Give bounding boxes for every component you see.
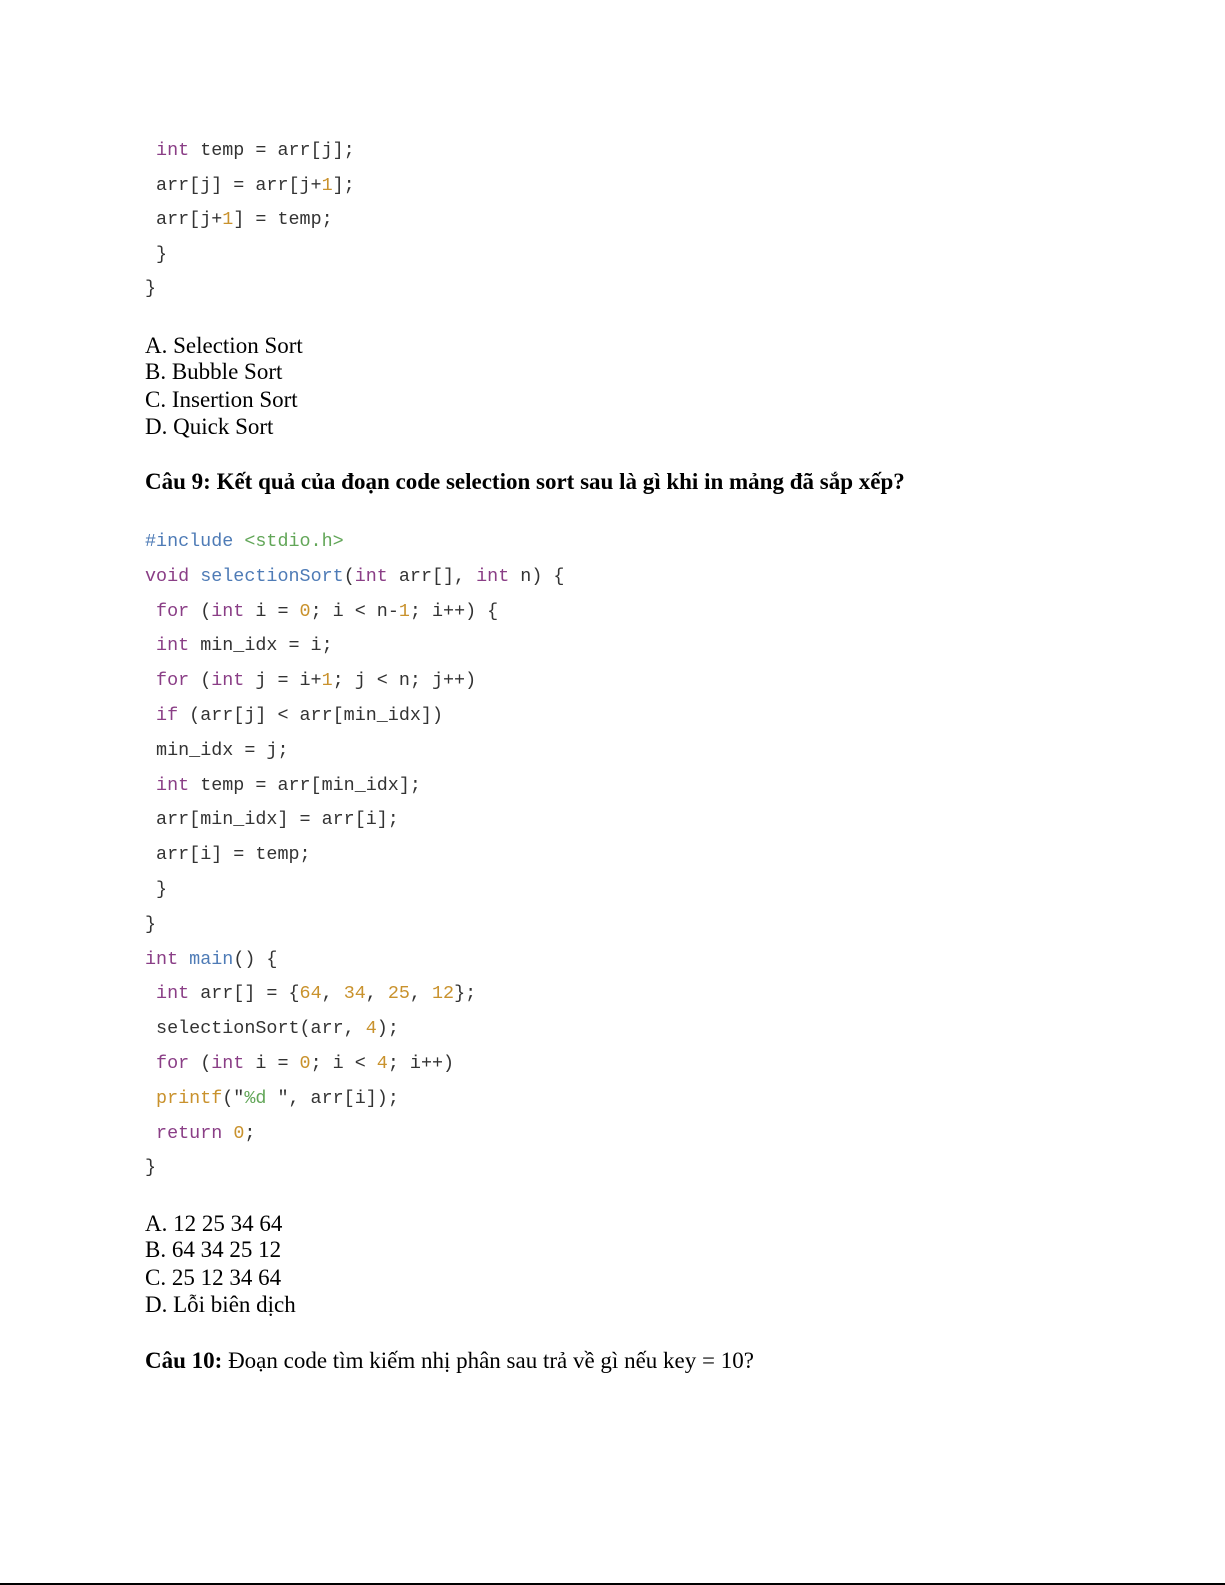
- selection-sort-line: [145, 1052, 454, 1076]
- question-10: [145, 1347, 754, 1375]
- selection-sort-line: [145, 774, 421, 798]
- q9-option-c: C. 25 12 34 64: [145, 1265, 282, 1290]
- code-token: arr[i] = temp;: [156, 844, 311, 865]
- code-token: 34: [343, 983, 366, 1004]
- code-indent: [145, 879, 156, 900]
- bubble-sort-line: [145, 208, 333, 232]
- code-token: [233, 531, 244, 552]
- selection-sort-line: [145, 565, 564, 589]
- code-token: (: [343, 566, 355, 587]
- selection-sort-line: [145, 634, 333, 658]
- q9-option-d: D. Lỗi biên dịch: [145, 1292, 296, 1317]
- code-token: int: [211, 1053, 245, 1074]
- code-indent: [145, 983, 156, 1004]
- code-token: [189, 566, 200, 587]
- selection-sort-line: [145, 948, 277, 972]
- code-token: for: [156, 670, 190, 691]
- question-9-text: Kết quả của đoạn code selection sort sau là gì khi in mảng đã sắp xếp?: [210, 469, 905, 494]
- code-token: 64: [299, 983, 322, 1004]
- code-token: selectionSort: [200, 566, 344, 587]
- code-token: ; i < n-: [310, 601, 399, 622]
- code-token: 12: [432, 983, 455, 1004]
- code-token: arr[j+: [156, 209, 223, 230]
- code-token: ;: [244, 1123, 256, 1144]
- code-indent: [145, 1018, 156, 1039]
- selection-sort-line: [145, 1087, 399, 1111]
- question-9-label: Câu 9:: [145, 469, 211, 494]
- code-token: ; i <: [310, 1053, 377, 1074]
- q8-option-d: D. Quick Sort: [145, 414, 274, 439]
- code-token: ", arr[i]);: [277, 1088, 399, 1109]
- code-token: ];: [332, 175, 355, 196]
- code-token: 4: [376, 1053, 388, 1074]
- code-token: 1: [398, 601, 410, 622]
- selection-sort-line: [145, 739, 288, 763]
- code-token: }: [145, 278, 157, 299]
- code-token: int: [156, 775, 190, 796]
- code-token: int: [156, 983, 190, 1004]
- code-token: printf: [156, 1088, 223, 1109]
- selection-sort-line: [145, 704, 443, 728]
- code-token: int: [211, 601, 245, 622]
- code-indent: [145, 601, 156, 622]
- question-9: [145, 468, 905, 496]
- code-token: (: [189, 670, 212, 691]
- code-indent: [145, 635, 156, 656]
- code-indent: [145, 705, 156, 726]
- code-token: 0: [233, 1123, 245, 1144]
- code-token: 1: [321, 670, 333, 691]
- code-token: arr[min_idx] = arr[i];: [156, 809, 399, 830]
- code-token: arr[],: [387, 566, 477, 587]
- code-token: (: [189, 1053, 212, 1074]
- selection-sort-line: [145, 843, 311, 867]
- code-token: for: [156, 1053, 190, 1074]
- code-token: temp = arr[j];: [189, 140, 355, 161]
- code-token: 1: [222, 209, 234, 230]
- selection-sort-line: [145, 982, 476, 1006]
- code-token: arr[] = {: [189, 983, 300, 1004]
- selection-sort-line: [145, 1122, 255, 1146]
- code-token: (arr[j] < arr[min_idx]): [178, 705, 443, 726]
- code-indent: [145, 175, 156, 196]
- selection-sort-line: [145, 913, 156, 937]
- q8-option-c: C. Insertion Sort: [145, 387, 298, 412]
- bubble-sort-line: [145, 243, 167, 267]
- selection-sort-line: [145, 878, 167, 902]
- question-10-text: Đoạn code tìm kiếm nhị phân sau trả về gì nếu key = 10?: [222, 1348, 754, 1373]
- code-token: (": [222, 1088, 245, 1109]
- selection-sort-line: [145, 530, 344, 554]
- code-token: };: [454, 983, 477, 1004]
- code-token: }: [156, 879, 168, 900]
- code-token: void: [145, 566, 190, 587]
- code-token: 1: [321, 175, 333, 196]
- code-token: }: [145, 1157, 157, 1178]
- code-token: for: [156, 601, 190, 622]
- code-token: #include: [145, 531, 234, 552]
- bubble-sort-line: [145, 139, 355, 163]
- code-token: arr[j] = arr[j+: [156, 175, 322, 196]
- code-token: }: [145, 914, 157, 935]
- code-indent: [145, 740, 156, 761]
- code-token: int: [156, 140, 190, 161]
- code-token: ; j < n; j++): [332, 670, 477, 691]
- bubble-sort-line: [145, 277, 156, 301]
- bubble-sort-line: [145, 174, 355, 198]
- q8-option-a: A. Selection Sort: [145, 333, 303, 358]
- code-token: ,: [409, 983, 432, 1004]
- code-token: int: [211, 670, 245, 691]
- code-indent: [145, 1053, 156, 1074]
- code-token: if: [156, 705, 179, 726]
- code-token: }: [156, 244, 168, 265]
- q9-option-b: B. 64 34 25 12: [145, 1237, 282, 1262]
- code-indent: [145, 775, 156, 796]
- code-token: min_idx = i;: [189, 635, 333, 656]
- selection-sort-line: [145, 600, 498, 624]
- code-indent: [145, 209, 156, 230]
- code-token: 0: [299, 1053, 311, 1074]
- selection-sort-line: [145, 808, 399, 832]
- code-token: ,: [365, 983, 388, 1004]
- code-token: );: [376, 1018, 399, 1039]
- code-token: int: [156, 635, 190, 656]
- code-token: n) {: [509, 566, 565, 587]
- code-indent: [145, 1088, 156, 1109]
- code-indent: [145, 809, 156, 830]
- code-token: main: [189, 949, 234, 970]
- code-token: [222, 1123, 233, 1144]
- code-token: ] = temp;: [233, 209, 333, 230]
- code-token: %d: [244, 1088, 278, 1109]
- code-token: ,: [321, 983, 344, 1004]
- selection-sort-line: [145, 1017, 399, 1041]
- code-token: 0: [299, 601, 311, 622]
- code-token: return: [156, 1123, 223, 1144]
- code-indent: [145, 844, 156, 865]
- selection-sort-line: [145, 1156, 156, 1180]
- code-token: selectionSort(arr,: [156, 1018, 366, 1039]
- code-token: [178, 949, 189, 970]
- q8-option-b: B. Bubble Sort: [145, 359, 283, 384]
- code-indent: [145, 244, 156, 265]
- code-indent: [145, 670, 156, 691]
- code-token: (: [189, 601, 212, 622]
- q9-option-a: A. 12 25 34 64: [145, 1211, 283, 1236]
- code-indent: [145, 1123, 156, 1144]
- code-token: int: [145, 949, 179, 970]
- code-token: <stdio.h>: [244, 531, 344, 552]
- selection-sort-line: [145, 669, 476, 693]
- code-token: int: [354, 566, 388, 587]
- code-token: ; i++) {: [409, 601, 499, 622]
- code-token: j = i+: [244, 670, 322, 691]
- code-token: temp = arr[min_idx];: [189, 775, 421, 796]
- code-token: i =: [244, 601, 300, 622]
- code-token: () {: [233, 949, 278, 970]
- code-token: 4: [365, 1018, 377, 1039]
- code-token: 25: [387, 983, 410, 1004]
- question-10-label: Câu 10:: [145, 1348, 223, 1373]
- code-token: i =: [244, 1053, 300, 1074]
- code-token: ; i++): [387, 1053, 455, 1074]
- code-token: int: [476, 566, 510, 587]
- code-token: min_idx = j;: [156, 740, 289, 761]
- code-indent: [145, 140, 156, 161]
